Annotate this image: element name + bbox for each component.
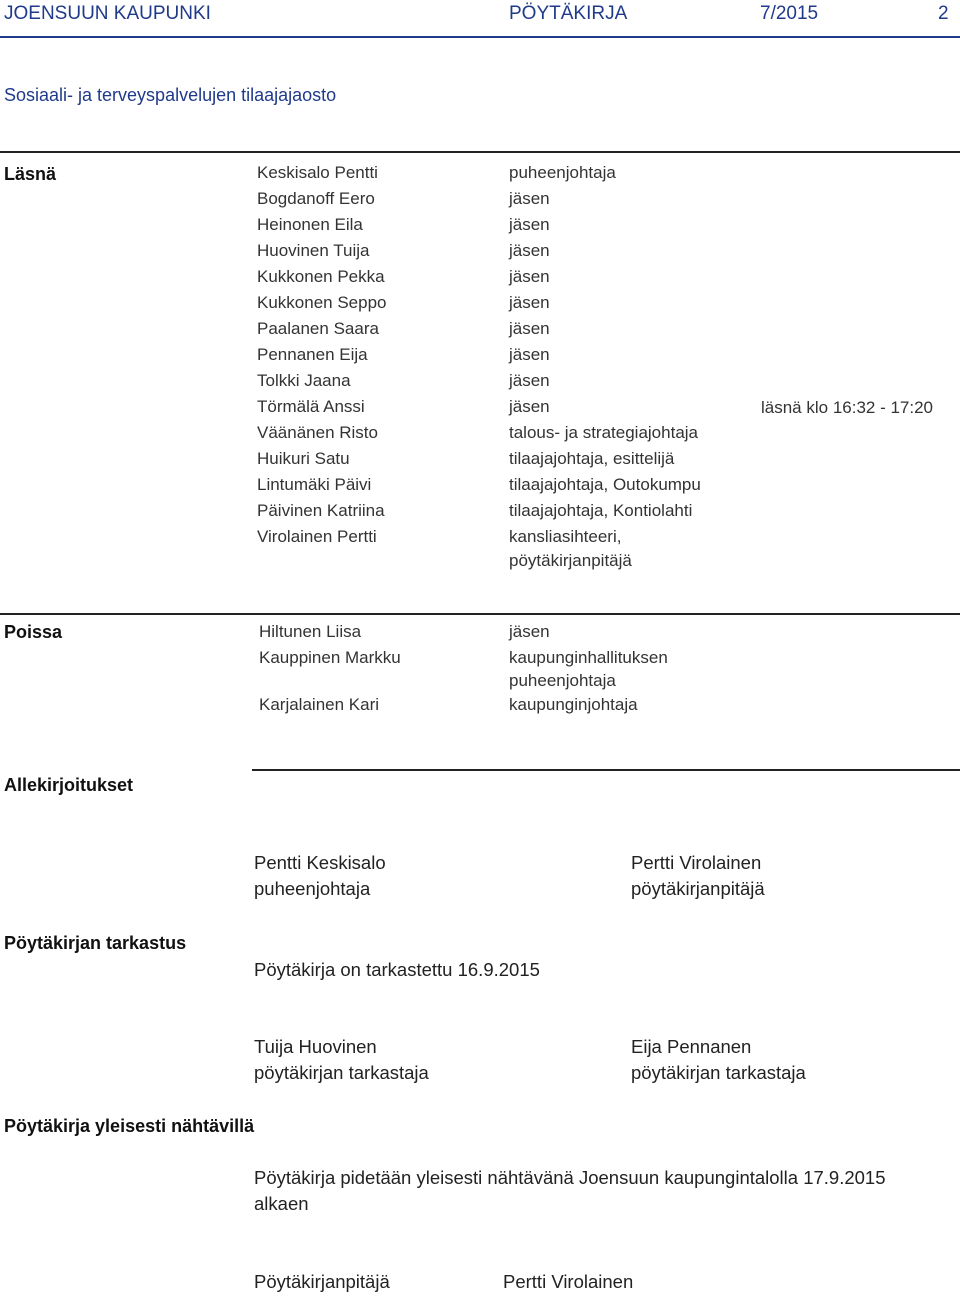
present-name: Väänänen Risto: [257, 423, 378, 442]
public-text-line1: Pöytäkirja pidetään yleisesti nähtävänä Joensuun kaupungintalolla 17.9.2015: [254, 1167, 886, 1188]
absent-name: Hiltunen Liisa: [259, 622, 362, 641]
page-number: 2: [938, 3, 949, 24]
present-role: jäsen: [509, 371, 550, 390]
present-role: tilaajajohtaja, Outokumpu: [509, 475, 701, 494]
present-name: Kukkonen Pekka: [257, 267, 385, 286]
public-text-line2: alkaen: [254, 1193, 309, 1214]
present-name: Lintumäki Päivi: [257, 475, 372, 494]
absent-label: Poissa: [4, 622, 63, 642]
signer-title-right: pöytäkirjanpitäjä: [631, 878, 765, 899]
present-role: jäsen: [509, 241, 550, 260]
attendance-note: läsnä klo 16:32 - 17:20: [761, 398, 934, 417]
present-role: tilaajajohtaja, Kontiolahti: [509, 501, 693, 520]
present-name: Virolainen Pertti: [257, 527, 377, 546]
present-name: Bogdanoff Eero: [257, 189, 375, 208]
present-name: Heinonen Eila: [257, 215, 363, 234]
section-divider-present: [0, 151, 960, 153]
present-roles: [509, 160, 701, 550]
absent-role: kaupunginjohtaja: [509, 695, 638, 714]
organization-name: JOENSUUN KAUPUNKI: [4, 3, 211, 24]
present-name: Kukkonen Seppo: [257, 293, 387, 312]
review-label: Pöytäkirjan tarkastus: [4, 933, 187, 953]
public-label: Pöytäkirja yleisesti nähtävillä: [4, 1116, 255, 1136]
present-role: jäsen: [509, 319, 550, 338]
signatures-label: Allekirjoitukset: [4, 775, 134, 795]
review-text: Pöytäkirja on tarkastettu 16.9.2015: [254, 959, 540, 980]
present-name: Huovinen Tuija: [257, 241, 370, 260]
reviewer-name-right: Eija Pennanen: [631, 1036, 752, 1057]
present-name: Törmälä Anssi: [257, 397, 365, 416]
absent-role: jäsen: [509, 622, 550, 641]
absent-role-continuation: puheenjohtaja: [509, 671, 616, 690]
present-role: tilaajajohtaja, esittelijä: [509, 449, 675, 468]
header-divider: [0, 36, 960, 38]
present-role: puheenjohtaja: [509, 163, 616, 182]
present-role: jäsen: [509, 397, 550, 416]
signer-name-left: Pentti Keskisalo: [254, 852, 386, 873]
signer-name-right: Pertti Virolainen: [631, 852, 762, 873]
reviewer-title-left: pöytäkirjan tarkastaja: [254, 1062, 429, 1083]
present-name: Paalanen Saara: [257, 319, 379, 338]
section-divider-signatures: [252, 769, 960, 771]
present-name: Tolkki Jaana: [257, 371, 351, 390]
present-role: kansliasihteeri,: [509, 527, 622, 546]
present-role-continuation: pöytäkirjanpitäjä: [509, 551, 632, 570]
document-number: 7/2015: [760, 3, 819, 24]
absent-role: kaupunginhallituksen: [509, 648, 668, 667]
present-role: jäsen: [509, 189, 550, 208]
signer-title-left: puheenjohtaja: [254, 878, 371, 899]
present-role: jäsen: [509, 267, 550, 286]
document-type: PÖYTÄKIRJA: [509, 3, 628, 24]
present-name: Keskisalo Pentti: [257, 163, 378, 182]
present-role: talous- ja strategiajohtaja: [509, 423, 699, 442]
reviewer-name-left: Tuija Huovinen: [254, 1036, 377, 1057]
present-role: jäsen: [509, 293, 550, 312]
present-names: [257, 160, 387, 550]
present-label: Läsnä: [4, 164, 57, 184]
present-role: jäsen: [509, 215, 550, 234]
section-divider-absent: [0, 613, 960, 615]
committee-title: Sosiaali- ja terveyspalvelujen tilaajajaosto: [4, 85, 337, 105]
present-name: Huikuri Satu: [257, 449, 350, 468]
absent-name: Kauppinen Markku: [259, 648, 401, 667]
present-name: Pennanen Eija: [257, 345, 368, 364]
reviewer-title-right: pöytäkirjan tarkastaja: [631, 1062, 806, 1083]
public-signer-name: Pertti Virolainen: [503, 1271, 634, 1292]
present-name: Päivinen Katriina: [257, 501, 385, 520]
absent-name: Karjalainen Kari: [259, 695, 380, 714]
public-signer-title: Pöytäkirjanpitäjä: [254, 1271, 390, 1292]
present-role: jäsen: [509, 345, 550, 364]
